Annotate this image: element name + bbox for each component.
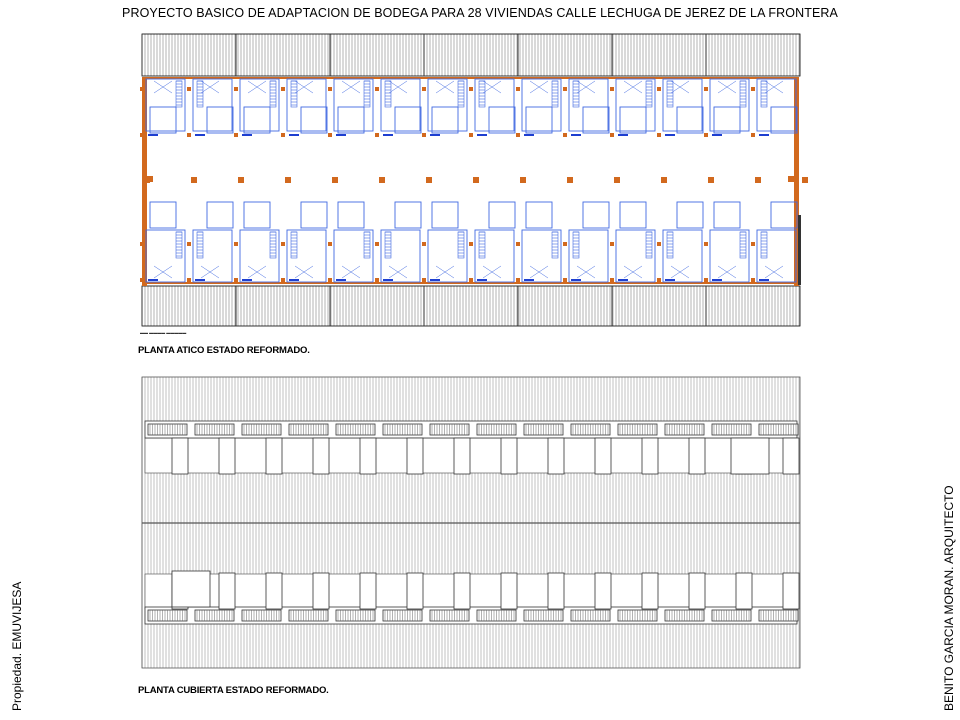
stair [761, 81, 767, 107]
dwelling-unit [234, 202, 279, 282]
patio-box [783, 573, 799, 609]
dwelling-unit [328, 202, 373, 282]
dwelling-unit [516, 202, 561, 282]
patio-column [567, 177, 573, 183]
room [432, 107, 458, 133]
dwelling-unit [422, 79, 467, 137]
stair [458, 232, 464, 258]
roof-plan-label: PLANTA CUBIERTA ESTADO REFORMADO. [138, 685, 329, 696]
patio-column [426, 177, 432, 183]
patio-box-large [172, 571, 210, 607]
column [469, 278, 473, 282]
patio-column [520, 177, 526, 183]
patio-box [454, 438, 470, 474]
patio-box [595, 573, 611, 609]
patio-box [266, 573, 282, 609]
patio-box [360, 573, 376, 609]
column [281, 278, 285, 282]
patio-box-large [731, 438, 769, 474]
patio-box [313, 438, 329, 474]
column [422, 133, 426, 137]
patio-column [708, 177, 714, 183]
column [704, 242, 708, 246]
stair [761, 232, 767, 258]
room [301, 202, 327, 228]
room [150, 107, 176, 133]
stair [364, 81, 370, 107]
unit-row-south [140, 202, 797, 282]
column [187, 242, 191, 246]
column [281, 242, 285, 246]
stair [197, 232, 203, 258]
attic-plan-label: PLANTA ATICO ESTADO REFORMADO. [138, 345, 310, 356]
dwelling-unit [281, 79, 327, 137]
room [714, 202, 740, 228]
column [563, 133, 567, 137]
patio-box [219, 438, 235, 474]
column [375, 242, 379, 246]
patio-column [802, 177, 808, 183]
dwelling-unit [234, 79, 279, 137]
room [526, 202, 552, 228]
dwelling-unit [422, 202, 467, 282]
column [469, 87, 473, 91]
room [677, 202, 703, 228]
room [714, 107, 740, 133]
column [234, 133, 238, 137]
column [328, 278, 332, 282]
column [657, 278, 661, 282]
column [140, 133, 144, 137]
dwelling-unit [563, 79, 609, 137]
column [187, 278, 191, 282]
patio-box [501, 438, 517, 474]
dwelling-unit [375, 202, 421, 282]
room [620, 107, 646, 133]
column [563, 242, 567, 246]
dwelling-unit [657, 79, 703, 137]
room [395, 202, 421, 228]
structure-edge-right [798, 215, 801, 285]
scale-note: ▬▬ ▬▬▬▬ ▬▬▬▬▬ [140, 330, 187, 335]
page-title: PROYECTO BASICO DE ADAPTACION DE BODEGA PARA 28 VIVIENDAS CALLE LECHUGA DE JEREZ DE LA FRONTERA [122, 6, 838, 20]
column [610, 278, 614, 282]
column [328, 87, 332, 91]
room [395, 107, 421, 133]
column [187, 133, 191, 137]
room [489, 107, 515, 133]
dwelling-unit [704, 79, 749, 137]
attic-floor-plan [140, 34, 808, 326]
stair [458, 81, 464, 107]
column [422, 278, 426, 282]
dwelling-unit [516, 79, 561, 137]
patio-column [285, 177, 291, 183]
column [328, 133, 332, 137]
skylight-strip [145, 421, 798, 438]
room [207, 202, 233, 228]
roof-strip-top [142, 34, 799, 76]
patio-box [172, 438, 188, 474]
dwelling-unit [704, 202, 749, 282]
patio-column [379, 177, 385, 183]
column [516, 87, 520, 91]
room [301, 107, 327, 133]
column [375, 133, 379, 137]
column [469, 242, 473, 246]
room [771, 107, 797, 133]
dwelling-unit [751, 79, 797, 137]
patio-box [266, 438, 282, 474]
column [140, 242, 144, 246]
patio-column [473, 177, 479, 183]
room [432, 202, 458, 228]
patio-column [191, 177, 197, 183]
patio-box [548, 438, 564, 474]
column [751, 87, 755, 91]
dwelling-unit [328, 79, 373, 137]
column [657, 242, 661, 246]
room [244, 202, 270, 228]
dwelling-unit [187, 79, 233, 137]
patio-box [407, 438, 423, 474]
stair [740, 81, 746, 107]
room [244, 107, 270, 133]
column [657, 133, 661, 137]
stair [197, 81, 203, 107]
room [489, 202, 515, 228]
patio-box [783, 438, 799, 474]
owner-credit: Propiedad. EMUVIJESA [10, 581, 24, 711]
stair [479, 232, 485, 258]
patio-column [788, 176, 794, 182]
column [563, 87, 567, 91]
patio-column [661, 177, 667, 183]
patio-column [755, 177, 761, 183]
column [234, 278, 238, 282]
column [281, 133, 285, 137]
patio-box [689, 573, 705, 609]
room [150, 202, 176, 228]
stair [646, 232, 652, 258]
stair [646, 81, 652, 107]
patio-box [407, 573, 423, 609]
dwelling-unit [469, 79, 515, 137]
stair [552, 81, 558, 107]
dwelling-unit [187, 202, 233, 282]
patio-box [313, 573, 329, 609]
column [563, 278, 567, 282]
patio-box [642, 438, 658, 474]
skylight-strip [145, 607, 798, 624]
stair [364, 232, 370, 258]
patio-box [689, 438, 705, 474]
dwelling-unit [375, 79, 421, 137]
column [234, 87, 238, 91]
patio-box [548, 573, 564, 609]
room [771, 202, 797, 228]
dwelling-unit [563, 202, 609, 282]
column [657, 87, 661, 91]
column [187, 87, 191, 91]
patio-box [642, 573, 658, 609]
patio-column [238, 177, 244, 183]
stair [176, 81, 182, 107]
patio-box [595, 438, 611, 474]
stair [573, 81, 579, 107]
dwelling-unit [610, 79, 655, 137]
patio-box [736, 573, 752, 609]
stair [270, 81, 276, 107]
dwelling-unit [610, 202, 655, 282]
dwelling-unit [469, 202, 515, 282]
column [140, 87, 144, 91]
architect-credit: BENITO GARCIA MORAN. ARQUITECTO [942, 485, 956, 711]
stair [479, 81, 485, 107]
room [338, 107, 364, 133]
column [422, 87, 426, 91]
stair [270, 232, 276, 258]
stair [385, 81, 391, 107]
patio-box [501, 573, 517, 609]
room [338, 202, 364, 228]
patio-column [614, 177, 620, 183]
dwelling-unit [281, 202, 327, 282]
column [469, 133, 473, 137]
room [583, 107, 609, 133]
room [677, 107, 703, 133]
stair [552, 232, 558, 258]
stair [291, 81, 297, 107]
column [610, 242, 614, 246]
column [516, 133, 520, 137]
column [375, 87, 379, 91]
column [704, 87, 708, 91]
column [516, 278, 520, 282]
patio-column [332, 177, 338, 183]
stair [667, 232, 673, 258]
room [620, 202, 646, 228]
roof-plan [142, 377, 800, 668]
patio-column [147, 176, 153, 182]
column [281, 87, 285, 91]
patio-box [360, 438, 376, 474]
dwelling-unit [751, 202, 797, 282]
column [516, 242, 520, 246]
patio-box [219, 573, 235, 609]
column [751, 133, 755, 137]
column [751, 242, 755, 246]
room [207, 107, 233, 133]
unit-row-north [140, 79, 797, 137]
column [328, 242, 332, 246]
stair [176, 232, 182, 258]
column [610, 133, 614, 137]
stair [385, 232, 391, 258]
stair [667, 81, 673, 107]
patio-box [454, 573, 470, 609]
column [234, 242, 238, 246]
column [422, 242, 426, 246]
stair [573, 232, 579, 258]
stair [740, 232, 746, 258]
column [610, 87, 614, 91]
stair [291, 232, 297, 258]
column [704, 133, 708, 137]
room [526, 107, 552, 133]
room [583, 202, 609, 228]
roof-strip-bottom [142, 286, 799, 326]
column [375, 278, 379, 282]
dwelling-unit [657, 202, 703, 282]
column [140, 278, 144, 282]
column [704, 278, 708, 282]
column [751, 278, 755, 282]
